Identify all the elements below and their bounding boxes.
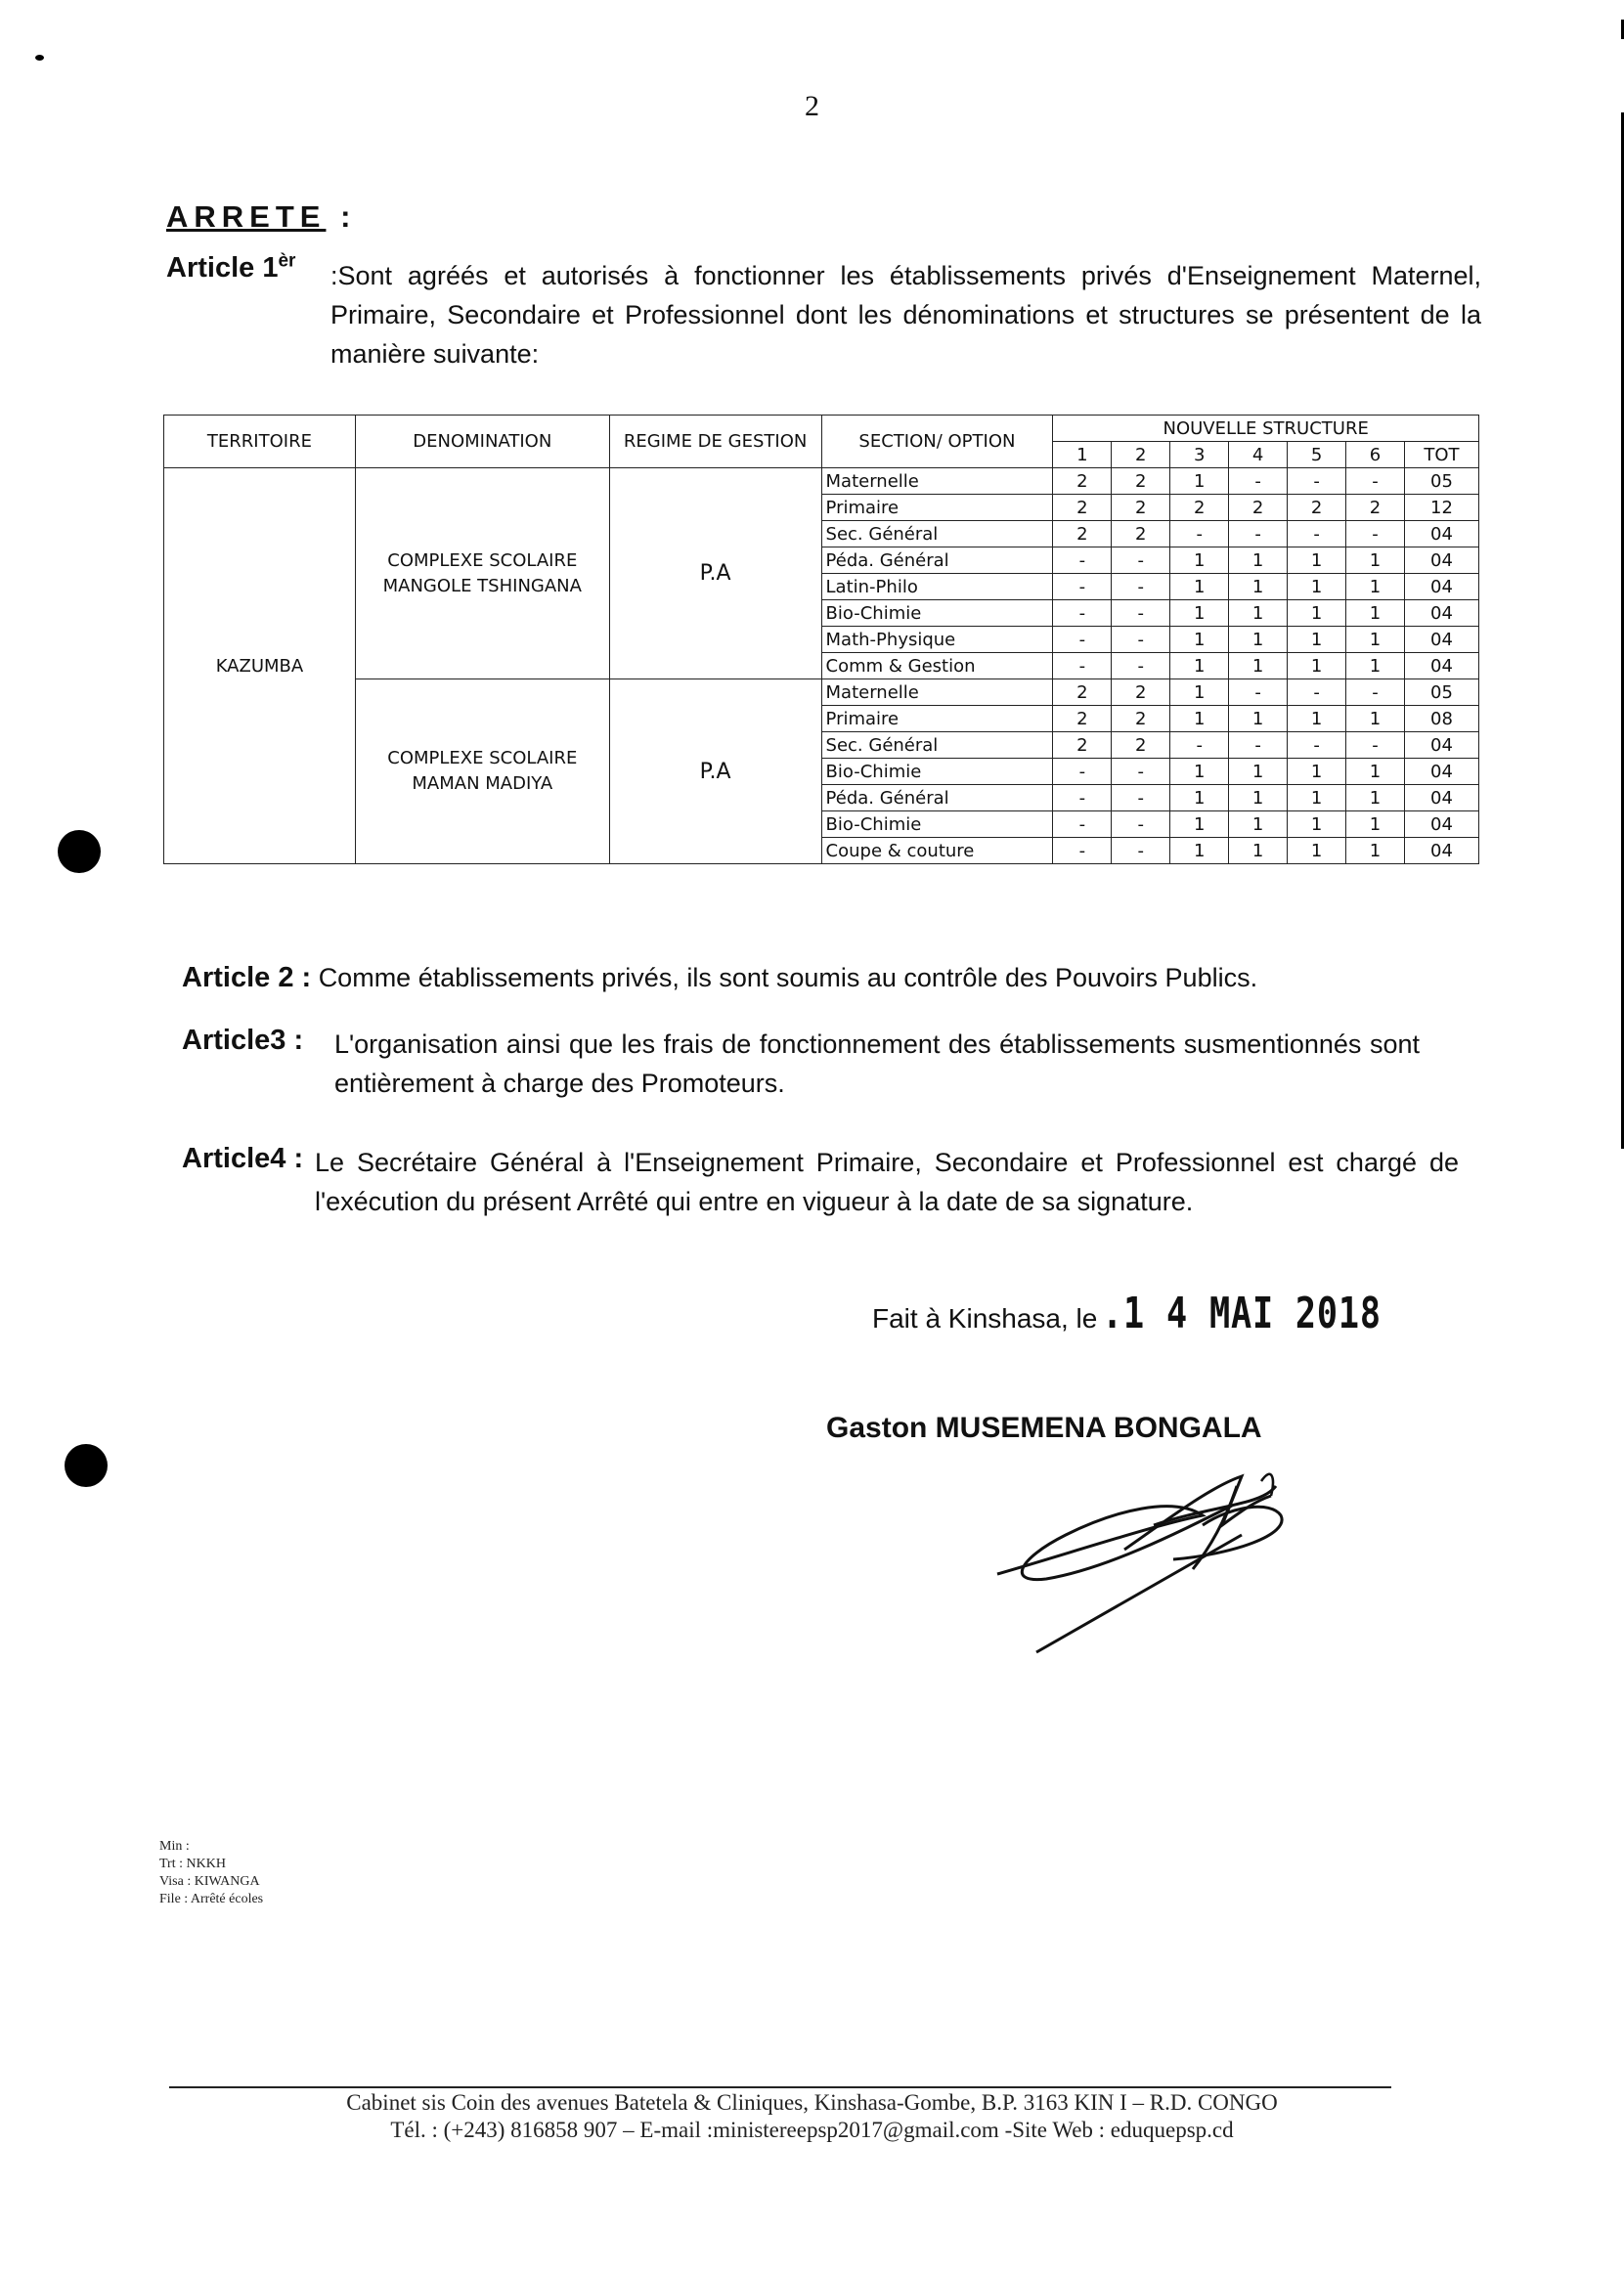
value-cell: 1 <box>1170 811 1229 838</box>
header-col-3: 3 <box>1170 442 1229 468</box>
article-4-label: Article4 : <box>182 1143 304 1174</box>
table-row <box>164 679 1479 706</box>
value-cell: - <box>1053 574 1112 600</box>
value-cell: 1 <box>1288 811 1346 838</box>
header-col-4: 4 <box>1229 442 1288 468</box>
article-3-label: Article3 : <box>182 1025 304 1056</box>
value-cell: 1 <box>1170 838 1229 864</box>
regime-cell: P.A <box>609 468 821 679</box>
header-col-5: 5 <box>1288 442 1346 468</box>
value-cell: - <box>1346 732 1405 759</box>
value-cell: 1 <box>1288 706 1346 732</box>
article-3-text: L'organisation ainsi que les frais de fonctionnement des établissements susmentionnés sont entièrement à charge des Promoteurs. <box>334 1029 1420 1098</box>
value-cell: 1 <box>1170 547 1229 574</box>
value-cell: 1 <box>1170 600 1229 627</box>
article-2 <box>182 962 1482 994</box>
value-cell: 1 <box>1170 759 1229 785</box>
article-1-label <box>166 252 295 284</box>
total-cell: 04 <box>1404 600 1478 627</box>
value-cell: 1 <box>1170 574 1229 600</box>
value-cell: 2 <box>1112 521 1170 547</box>
value-cell: 1 <box>1288 759 1346 785</box>
value-cell: - <box>1053 547 1112 574</box>
value-cell: 2 <box>1112 706 1170 732</box>
option-cell: Maternelle <box>821 679 1053 706</box>
place-date <box>872 1289 1451 1338</box>
option-cell: Coupe & couture <box>821 838 1053 864</box>
article-2-text: Comme établissements privés, ils sont soumis au contrôle des Pouvoirs Publics. <box>318 963 1258 992</box>
value-cell: 1 <box>1346 706 1405 732</box>
article-1-text-content: :Sont agréés et autorisés à fonctionner les établissements privés d'Enseignement Maternel, Primaire, Secondaire et Professionnel dont les dénominations et structures se présentent de la manière suivante: <box>330 261 1481 369</box>
value-cell: - <box>1229 521 1288 547</box>
header-nouvelle-structure: NOUVELLE STRUCTURE <box>1053 416 1479 442</box>
value-cell: 1 <box>1288 547 1346 574</box>
signature-image <box>978 1457 1369 1662</box>
value-cell: - <box>1053 627 1112 653</box>
value-cell: 1 <box>1229 547 1288 574</box>
value-cell: - <box>1053 759 1112 785</box>
total-cell: 04 <box>1404 547 1478 574</box>
value-cell: 2 <box>1053 706 1112 732</box>
value-cell: 1 <box>1229 811 1288 838</box>
article-4-text: Le Secrétaire Général à l'Enseignement Primaire, Secondaire et Professionnel est chargé de l'exécution du présent Arrêté qui entre en vigueur à la date de sa signature. <box>315 1148 1459 1216</box>
value-cell: 1 <box>1229 759 1288 785</box>
initials-line: Trt : NKKH <box>159 1857 226 1871</box>
value-cell: 1 <box>1229 706 1288 732</box>
value-cell: 1 <box>1170 653 1229 679</box>
initials-line: Visa : KIWANGA <box>159 1874 260 1889</box>
header-territoire: TERRITOIRE <box>164 416 356 468</box>
value-cell: 2 <box>1053 679 1112 706</box>
value-cell: - <box>1053 653 1112 679</box>
option-cell: Primaire <box>821 706 1053 732</box>
value-cell: 1 <box>1346 600 1405 627</box>
place-date-text: Fait à Kinshasa, le <box>872 1303 1098 1334</box>
value-cell: 2 <box>1346 495 1405 521</box>
initials-line: Min : <box>159 1839 190 1854</box>
school-name-cell: COMPLEXE SCOLAIRE MANGOLE TSHINGANA <box>355 468 609 679</box>
value-cell: - <box>1112 600 1170 627</box>
footer-contact: Tél. : (+243) 816858 907 – E-mail :ministereepsp2017@gmail.com -Site Web : eduquepsp.cd <box>390 2118 1234 2142</box>
value-cell: - <box>1053 811 1112 838</box>
value-cell: - <box>1170 521 1229 547</box>
value-cell: 2 <box>1112 679 1170 706</box>
footer-rule <box>169 2086 1391 2088</box>
value-cell: 1 <box>1346 759 1405 785</box>
article-1-label-text: Article 1 <box>166 251 279 284</box>
value-cell: - <box>1112 627 1170 653</box>
territory-cell: KAZUMBA <box>164 468 356 864</box>
signatory-name: Gaston MUSEMENA BONGALA <box>826 1412 1262 1444</box>
value-cell: 2 <box>1229 495 1288 521</box>
total-cell: 04 <box>1404 759 1478 785</box>
value-cell: 1 <box>1346 785 1405 811</box>
initials-block <box>159 1838 263 1908</box>
value-cell: 2 <box>1112 495 1170 521</box>
decree-heading-colon: : <box>326 199 357 234</box>
value-cell: - <box>1346 468 1405 495</box>
value-cell: - <box>1112 574 1170 600</box>
scan-speck <box>35 55 44 61</box>
total-cell: 05 <box>1404 679 1478 706</box>
value-cell: 2 <box>1053 732 1112 759</box>
value-cell: 1 <box>1346 838 1405 864</box>
value-cell: - <box>1346 679 1405 706</box>
value-cell: 1 <box>1170 468 1229 495</box>
value-cell: 1 <box>1170 706 1229 732</box>
value-cell: 1 <box>1229 838 1288 864</box>
value-cell: - <box>1112 785 1170 811</box>
article-1-label-sup: èr <box>278 250 296 271</box>
total-cell: 12 <box>1404 495 1478 521</box>
total-cell: 04 <box>1404 838 1478 864</box>
value-cell: - <box>1346 521 1405 547</box>
value-cell: 1 <box>1346 811 1405 838</box>
value-cell: 1 <box>1288 785 1346 811</box>
option-cell: Bio-Chimie <box>821 811 1053 838</box>
value-cell: - <box>1229 732 1288 759</box>
value-cell: 1 <box>1288 574 1346 600</box>
option-cell: Math-Physique <box>821 627 1053 653</box>
page-number: 2 <box>805 90 819 122</box>
value-cell: 1 <box>1288 600 1346 627</box>
total-cell: 04 <box>1404 811 1478 838</box>
structure-table <box>163 415 1479 864</box>
value-cell: 1 <box>1170 679 1229 706</box>
option-cell: Primaire <box>821 495 1053 521</box>
value-cell: - <box>1053 600 1112 627</box>
value-cell: - <box>1112 759 1170 785</box>
value-cell: - <box>1112 547 1170 574</box>
total-cell: 04 <box>1404 653 1478 679</box>
value-cell: - <box>1288 521 1346 547</box>
option-cell: Péda. Général <box>821 785 1053 811</box>
value-cell: 1 <box>1229 600 1288 627</box>
option-cell: Latin-Philo <box>821 574 1053 600</box>
table-row <box>164 468 1479 495</box>
value-cell: 1 <box>1229 653 1288 679</box>
value-cell: - <box>1288 732 1346 759</box>
total-cell: 04 <box>1404 627 1478 653</box>
value-cell: - <box>1170 732 1229 759</box>
value-cell: 1 <box>1288 838 1346 864</box>
value-cell: - <box>1229 679 1288 706</box>
total-cell: 04 <box>1404 785 1478 811</box>
option-cell: Sec. Général <box>821 521 1053 547</box>
value-cell: - <box>1112 811 1170 838</box>
value-cell: 1 <box>1288 627 1346 653</box>
option-cell: Péda. Général <box>821 547 1053 574</box>
article-2-label: Article 2 : <box>182 962 312 993</box>
value-cell: 1 <box>1229 785 1288 811</box>
date-stamp: .1 4 MAI 2018 <box>1101 1289 1382 1338</box>
option-cell: Maternelle <box>821 468 1053 495</box>
header-denomination: DENOMINATION <box>355 416 609 468</box>
header-col-tot: TOT <box>1404 442 1478 468</box>
header-col-2: 2 <box>1112 442 1170 468</box>
value-cell: 2 <box>1112 732 1170 759</box>
value-cell: 1 <box>1170 627 1229 653</box>
value-cell: - <box>1288 679 1346 706</box>
value-cell: 1 <box>1229 574 1288 600</box>
value-cell: 1 <box>1288 653 1346 679</box>
value-cell: 1 <box>1229 627 1288 653</box>
regime-cell: P.A <box>609 679 821 864</box>
option-cell: Bio-Chimie <box>821 600 1053 627</box>
option-cell: Comm & Gestion <box>821 653 1053 679</box>
value-cell: - <box>1053 785 1112 811</box>
value-cell: 1 <box>1170 785 1229 811</box>
value-cell: 1 <box>1346 547 1405 574</box>
total-cell: 04 <box>1404 574 1478 600</box>
punch-hole-top <box>58 830 101 873</box>
option-cell: Bio-Chimie <box>821 759 1053 785</box>
value-cell: - <box>1112 838 1170 864</box>
value-cell: 2 <box>1288 495 1346 521</box>
value-cell: 2 <box>1053 521 1112 547</box>
header-col-6: 6 <box>1346 442 1405 468</box>
total-cell: 05 <box>1404 468 1478 495</box>
total-cell: 04 <box>1404 521 1478 547</box>
value-cell: 1 <box>1346 574 1405 600</box>
value-cell: - <box>1112 653 1170 679</box>
decree-heading-text: ARRETE <box>166 199 327 234</box>
initials-line: File : Arrêté écoles <box>159 1892 264 1906</box>
value-cell: 1 <box>1346 653 1405 679</box>
header-section: SECTION/ OPTION <box>821 416 1053 468</box>
value-cell: 2 <box>1053 468 1112 495</box>
total-cell: 04 <box>1404 732 1478 759</box>
value-cell: 2 <box>1053 495 1112 521</box>
value-cell: 2 <box>1112 468 1170 495</box>
value-cell: - <box>1229 468 1288 495</box>
value-cell: - <box>1288 468 1346 495</box>
punch-hole-bottom <box>65 1444 108 1487</box>
option-cell: Sec. Général <box>821 732 1053 759</box>
footer-address: Cabinet sis Coin des avenues Batetela & Cliniques, Kinshasa-Gombe, B.P. 3163 KIN I – R.D. CONGO <box>346 2090 1278 2115</box>
header-regime: REGIME DE GESTION <box>609 416 821 468</box>
header-col-1: 1 <box>1053 442 1112 468</box>
total-cell: 08 <box>1404 706 1478 732</box>
decree-heading <box>166 199 356 235</box>
value-cell: 1 <box>1346 627 1405 653</box>
article-1-text <box>330 256 1481 373</box>
value-cell: 2 <box>1170 495 1229 521</box>
school-name-cell: COMPLEXE SCOLAIRE MAMAN MADIYA <box>355 679 609 864</box>
value-cell: - <box>1053 838 1112 864</box>
